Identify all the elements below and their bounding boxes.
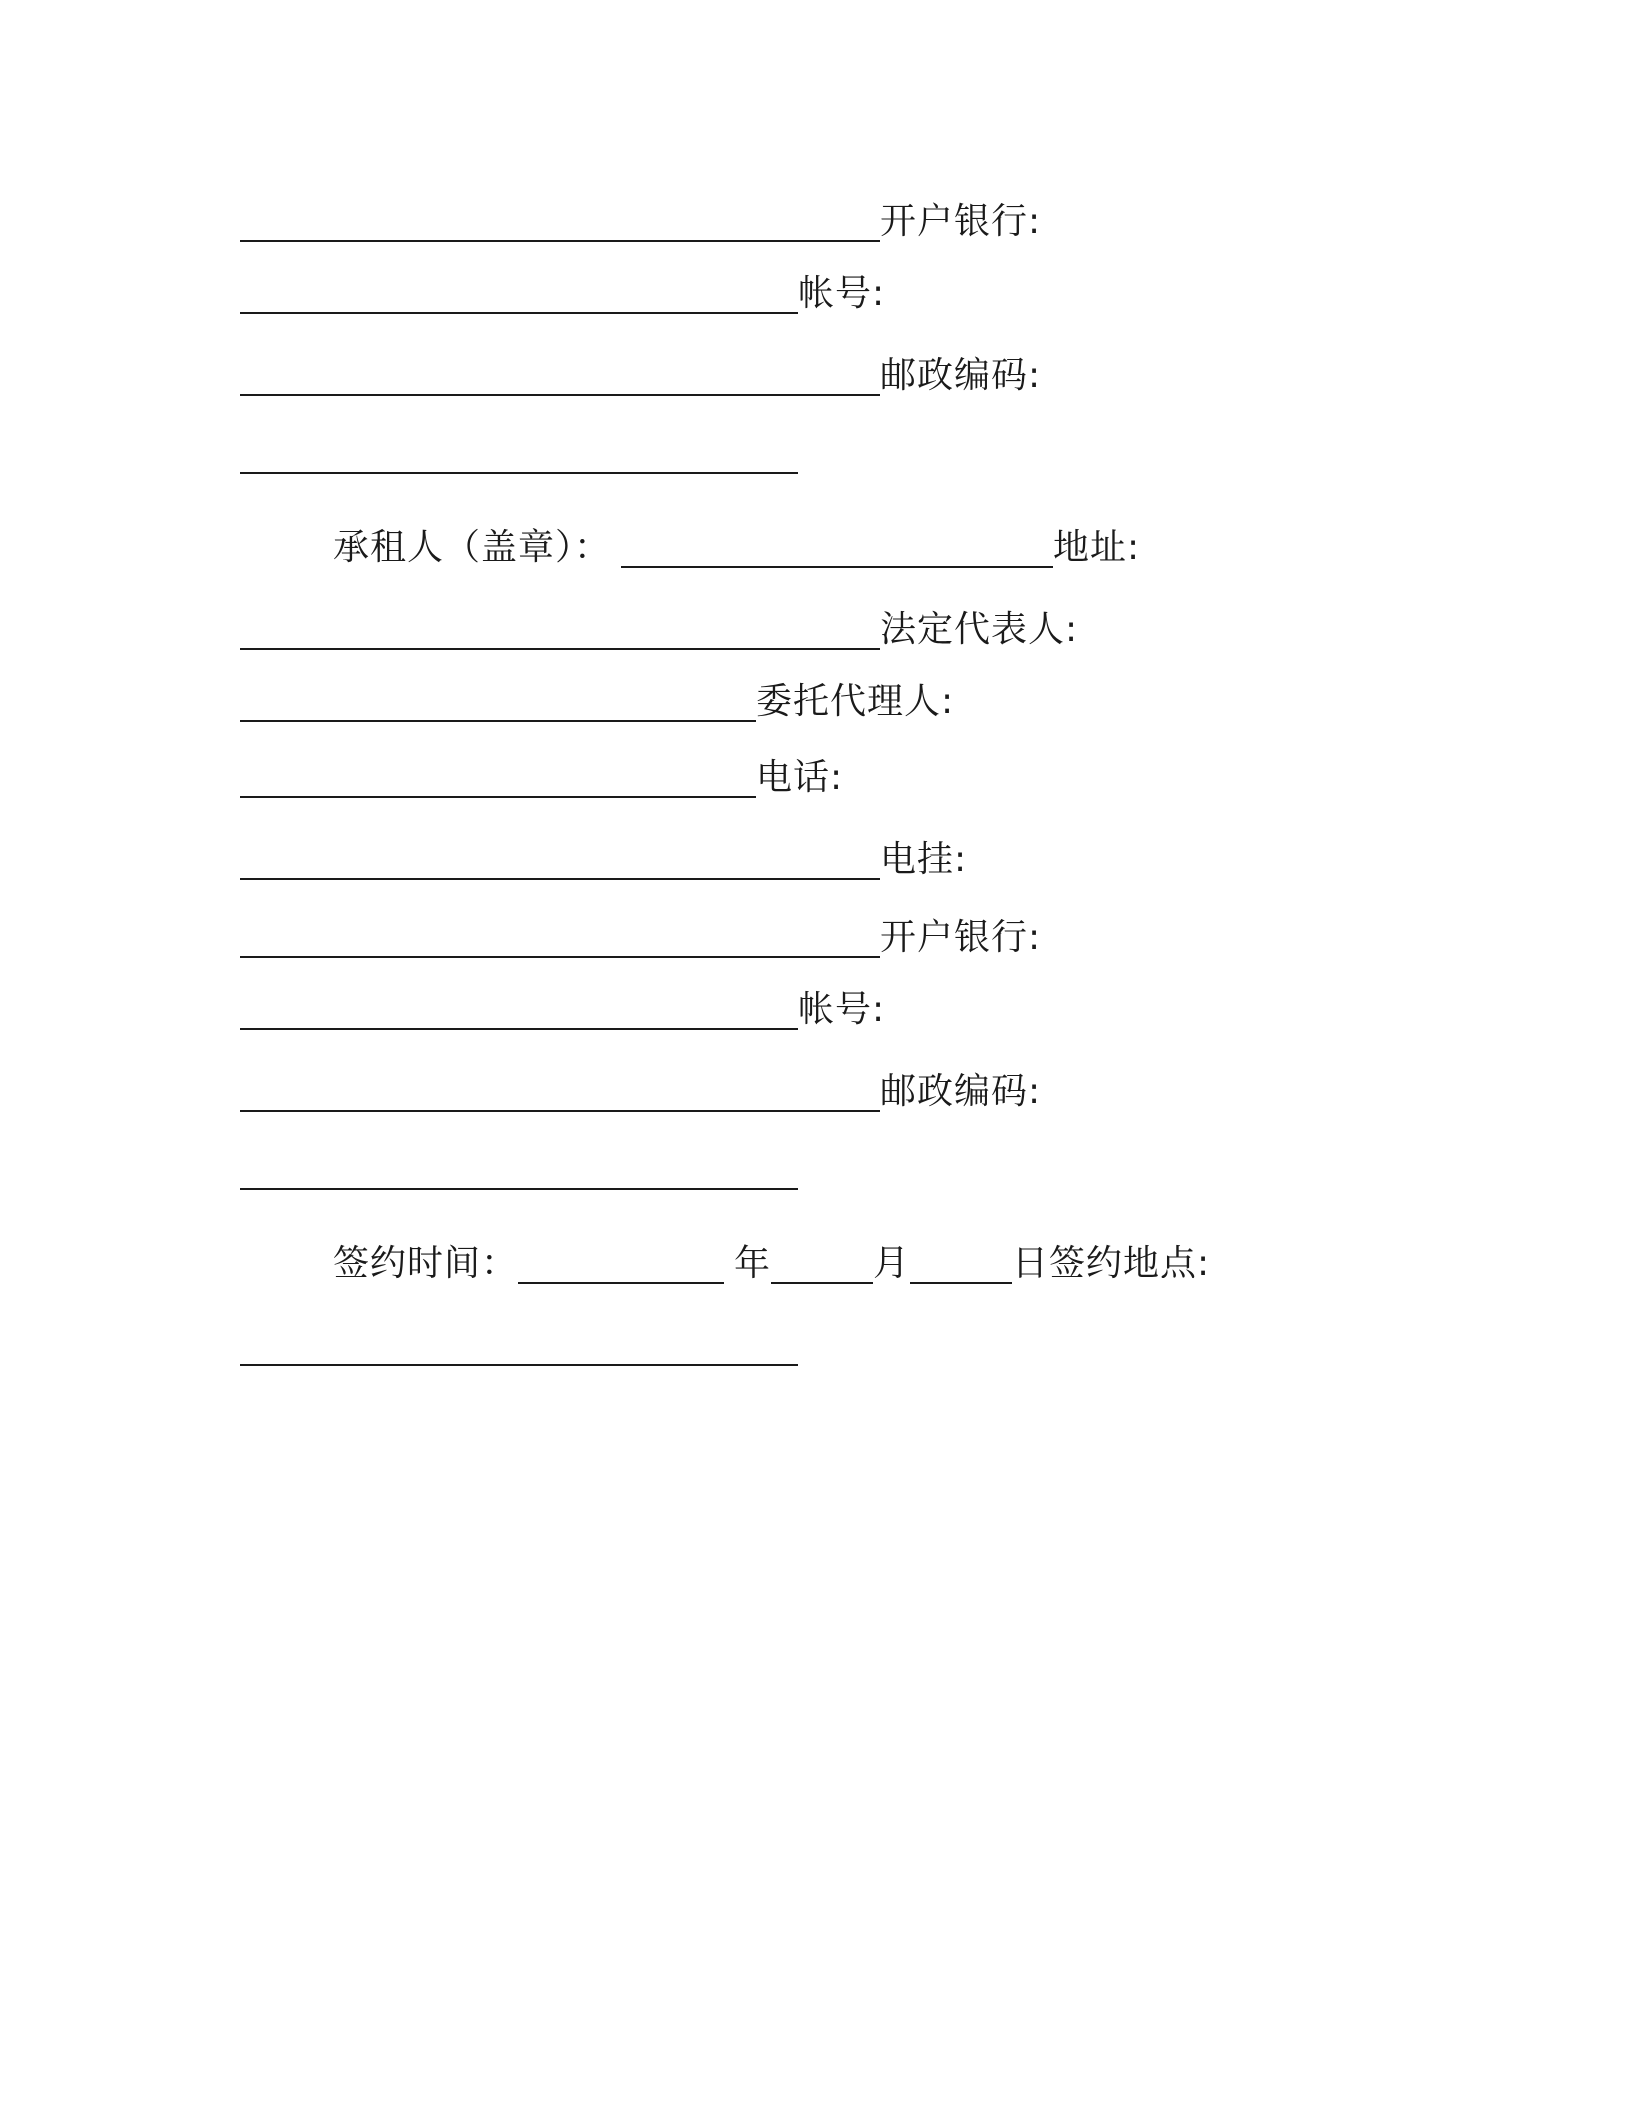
postcode-label: 邮政编码:: [880, 1071, 1042, 1112]
signing-place-blank-line: [240, 1320, 798, 1372]
account-label: 帐号:: [798, 273, 886, 314]
lessee-label: 承租人（盖章）：: [333, 527, 612, 568]
blank-field[interactable]: [240, 272, 798, 314]
legal-rep-label: 法定代表人:: [880, 609, 1079, 650]
blank-field[interactable]: [240, 200, 880, 242]
month-field[interactable]: [771, 1242, 873, 1284]
signing-time-label: 签约时间：: [333, 1243, 519, 1284]
phone-label: 电话:: [756, 757, 844, 798]
postcode-line-1: [240, 350, 1041, 402]
blank-field[interactable]: [240, 354, 880, 396]
agent-line: [240, 676, 954, 728]
day-field[interactable]: [910, 1242, 1012, 1284]
blank-field[interactable]: [621, 526, 1053, 568]
blank-field[interactable]: [240, 838, 880, 880]
blank-field[interactable]: [240, 1070, 880, 1112]
lessee-line: [333, 522, 1140, 574]
month-label: 月: [873, 1243, 911, 1284]
blank-field[interactable]: [240, 988, 798, 1030]
phone-line: [240, 752, 843, 804]
blank-field[interactable]: [240, 608, 880, 650]
signing-line: [333, 1238, 1210, 1290]
account-line-1: [240, 268, 885, 320]
agent-label: 委托代理人:: [756, 681, 955, 722]
bank-line-2: [240, 912, 1041, 964]
account-line-2: [240, 984, 885, 1036]
bank-line-1: [240, 196, 1041, 248]
blank-field[interactable]: [240, 756, 756, 798]
blank-field[interactable]: [240, 432, 798, 474]
year-label: 年: [734, 1243, 772, 1284]
account-label: 帐号:: [798, 989, 886, 1030]
year-field[interactable]: [518, 1242, 724, 1284]
bank-label: 开户银行:: [880, 917, 1042, 958]
telegraph-label: 电挂:: [880, 839, 968, 880]
postcode-line-2: [240, 1066, 1041, 1118]
blank-line-1: [240, 428, 798, 480]
blank-field[interactable]: [240, 680, 756, 722]
blank-field[interactable]: [240, 1148, 798, 1190]
bank-label: 开户银行:: [880, 201, 1042, 242]
blank-field[interactable]: [240, 916, 880, 958]
blank-field[interactable]: [240, 1324, 798, 1366]
legal-rep-line: [240, 604, 1078, 656]
address-label: 地址:: [1053, 527, 1141, 568]
telegraph-line: [240, 834, 967, 886]
blank-line-2: [240, 1144, 798, 1196]
postcode-label: 邮政编码:: [880, 355, 1042, 396]
signing-place-label: 日签约地点:: [1012, 1243, 1211, 1284]
